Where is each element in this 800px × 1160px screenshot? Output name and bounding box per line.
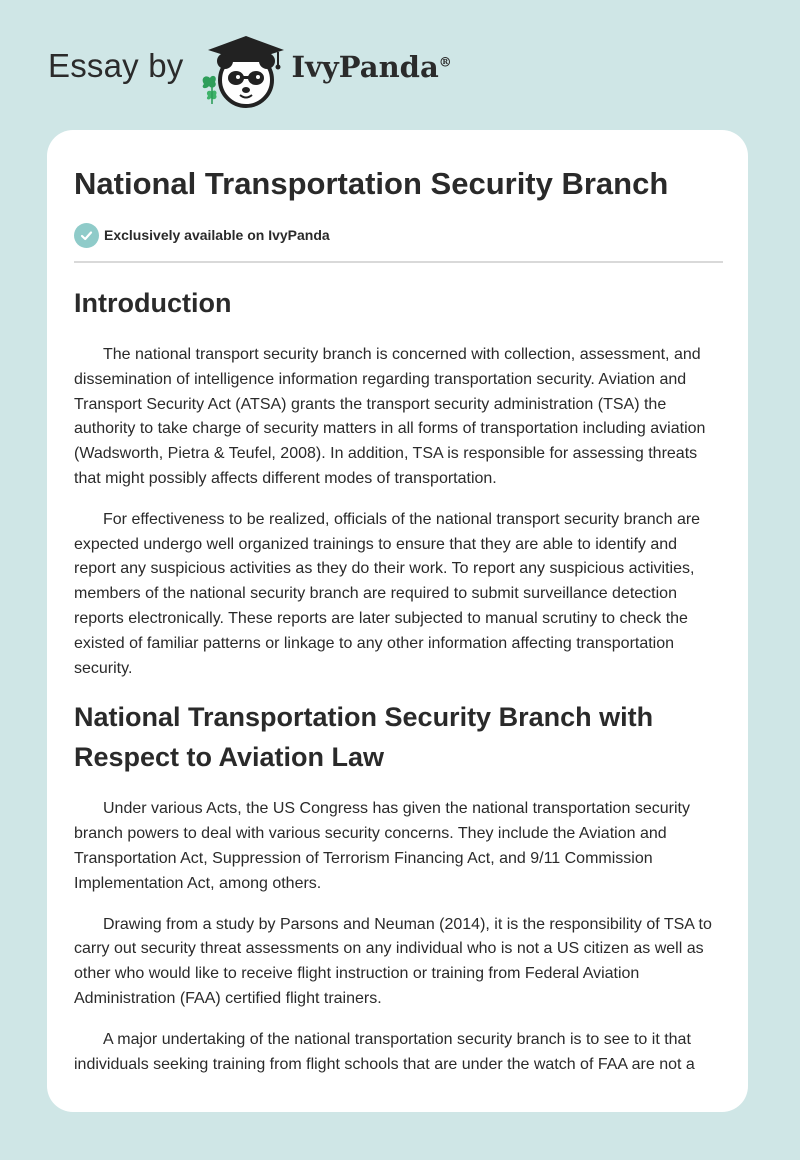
exclusive-label: Exclusively available on IvyPanda	[104, 227, 330, 243]
brand-prefix: Essay by	[48, 47, 184, 84]
essay-card	[47, 130, 748, 1112]
section-heading-aviation-law: National Transportation Security Branch with Respect to Aviation Law	[74, 702, 654, 773]
paragraph: Under various Acts, the US Congress has given the national transportation security branch powers to deal with various security concerns. They include the Aviation and Transportation Act, Suppression of Terrorism Financing Act, and 9/11 Commission Implementation Act, among others.	[74, 800, 690, 892]
divider	[74, 261, 723, 263]
paragraph: A major undertaking of the national transportation security branch is to see to it that individuals seeking training from flight schools that are under the watch of FAA are not a	[74, 1030, 695, 1073]
check-icon	[74, 223, 99, 248]
brand-name-text: IvyPanda	[291, 50, 439, 84]
paragraph: The national transport security branch is concerned with collection, assessment, and dissemination of intelligence information regarding transportation security. Aviation and Transport Security Act (ATSA) grants the transport security administration (TSA) the authority to take charge of security matters in all forms of transportation including aviation (Wadsworth, Pietra & Teufel, 2008). In addition, TSA is responsible for assessing threats that might possibly affects different modes of transportation.	[74, 346, 706, 487]
paragraph: For effectiveness to be realized, officials of the national transport security branch are expected undergo well organized trainings to ensure that they are able to identify and report any suspicious activities as they do their work. To report any suspicious activities, members of the national security branch are required to submit surveillance detection reports electronically. These reports are later subjected to manual scrutiny to check the existed of familiar patterns or linkage to any other information affecting transportation security.	[74, 510, 701, 677]
section-heading-introduction: Introduction	[74, 288, 232, 318]
exclusive-badge	[74, 222, 723, 248]
registered-mark: ®	[438, 55, 452, 71]
page-title: National Transportation Security Branch	[74, 166, 669, 201]
site-header	[48, 32, 452, 112]
panda-logo-icon[interactable]	[198, 34, 286, 110]
paragraph: Drawing from a study by Parsons and Neuman (2014), it is the responsibility of TSA to carry out security threat assessments on any individual who is not a US citizen as well as other who would like to receive flight instruction or training from Federal Aviation Administration (FAA) certified flight trainers.	[74, 915, 712, 1007]
brand-name[interactable]	[292, 50, 452, 84]
essay-content	[74, 164, 723, 1077]
